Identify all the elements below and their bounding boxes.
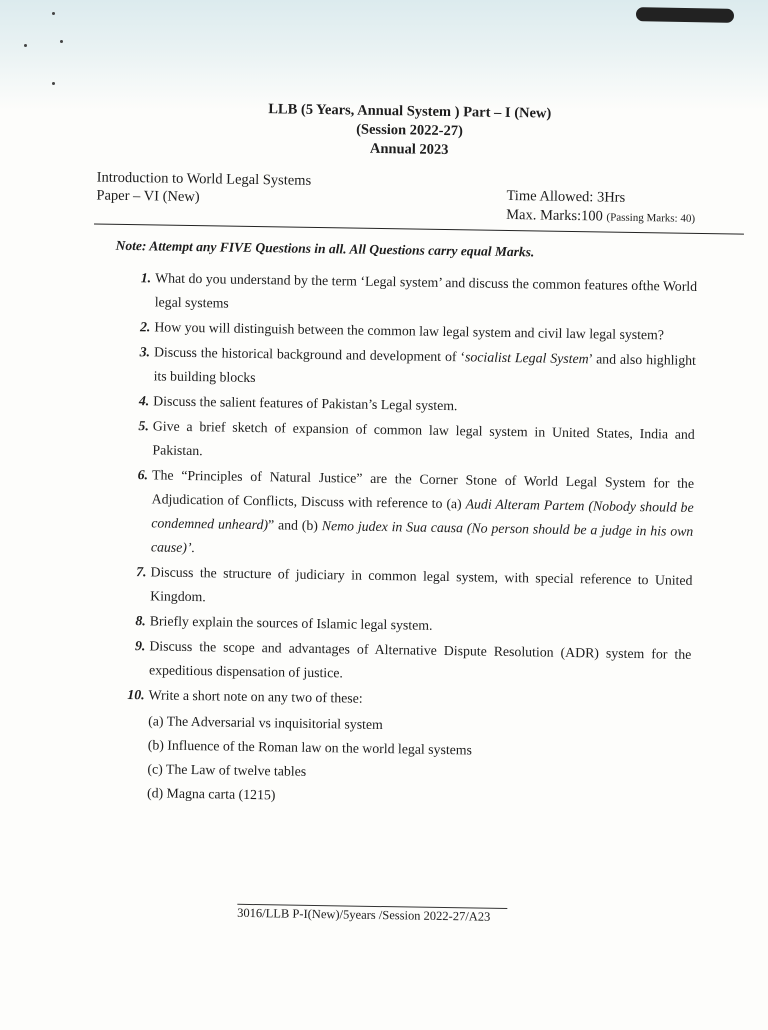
session: (Session 2022-27) [356,121,464,140]
question-text: Discuss the scope and advantages of Alternative Dispute Resolution (ADR) system for the expeditious dispensation of justice. [148,638,692,681]
question-number: 10. [127,687,145,703]
paper-number: Paper – VI (New) [96,187,200,206]
question-text: The “Principles of Natural Justice” are the Corner Stone of World Legal System for the Adjudication of Conflicts, Discuss with reference to (a) [151,467,695,512]
time-allowed: Time Allowed: 3Hrs [506,187,626,206]
question-text: Write a short note on any two of these: [148,687,363,706]
question-emphasis: Nemo judex in Sua causa (No person should be a judge in his own cause)’. [150,518,694,556]
question-item [125,340,696,397]
program-title: LLB (5 Years, Annual System ) Part – I (New) [268,101,552,122]
question-text: Discuss the historical background and development of ‘ [153,344,466,365]
question-text: How you will distinguish between the common law legal system and civil law legal system? [154,319,665,343]
question-item [122,560,693,617]
question-text: Briefly explain the sources of Islamic legal system. [149,613,433,633]
exam-header [199,99,620,163]
sub-question: (b) Influence of the Roman law on the world legal systems [147,737,473,758]
question-number: 1. [140,270,152,286]
question-number: 6. [137,467,149,483]
passing-marks: (Passing Marks: 40) [606,211,696,225]
max-marks: Max. Marks:100 [506,206,603,225]
question-text: What do you understand by the term ‘Legal system’ and discuss the common features ofthe World legal systems [154,270,698,311]
question-text: ” and (b) [267,517,322,534]
sub-question: (a) The Adversarial vs inquisitorial system [148,713,383,733]
question-number: 9. [134,638,146,654]
question-emphasis: socialist Legal System [464,349,589,367]
question-text: ’ and also highlight its building blocks [153,351,697,386]
exam-year: Annual 2023 [369,140,449,159]
paper-code: 3016/LLB P-I(New)/5years /Session 2022-27/A23 [237,905,491,924]
question-number: 4. [138,393,150,409]
question-item [127,266,698,323]
question-item [121,634,692,691]
question-number: 5. [138,418,149,434]
question-number: 7. [136,564,147,580]
question-number: 2. [139,319,151,335]
instructions-note: Note: Attempt any FIVE Questions in all. All Questions carry equal Marks. [115,237,535,260]
question-emphasis: Audi Alteram Partem (Nobody should be condemned unheard) [151,496,694,533]
subject-block [96,168,311,207]
sub-question: (c) The Law of twelve tables [147,761,307,779]
question-item [123,463,694,568]
question-text: Give a brief sketch of expansion of common law legal system in United States, India and Pakistan. [152,418,695,459]
question-text: Discuss the structure of judiciary in common legal system, with special reference to United Kingdom. [150,564,693,605]
question-text: Discuss the salient features of Pakistan’s Legal system. [153,393,458,414]
sub-question-list [147,709,690,814]
question-list [119,266,697,815]
question-item [124,414,695,471]
exam-info [506,187,695,229]
question-number: 8. [135,613,146,629]
subject-title: Introduction to World Legal Systems [96,169,312,189]
sub-question: (d) Magna carta (1215) [146,785,276,803]
question-item [119,683,691,814]
question-number: 3. [139,344,151,360]
